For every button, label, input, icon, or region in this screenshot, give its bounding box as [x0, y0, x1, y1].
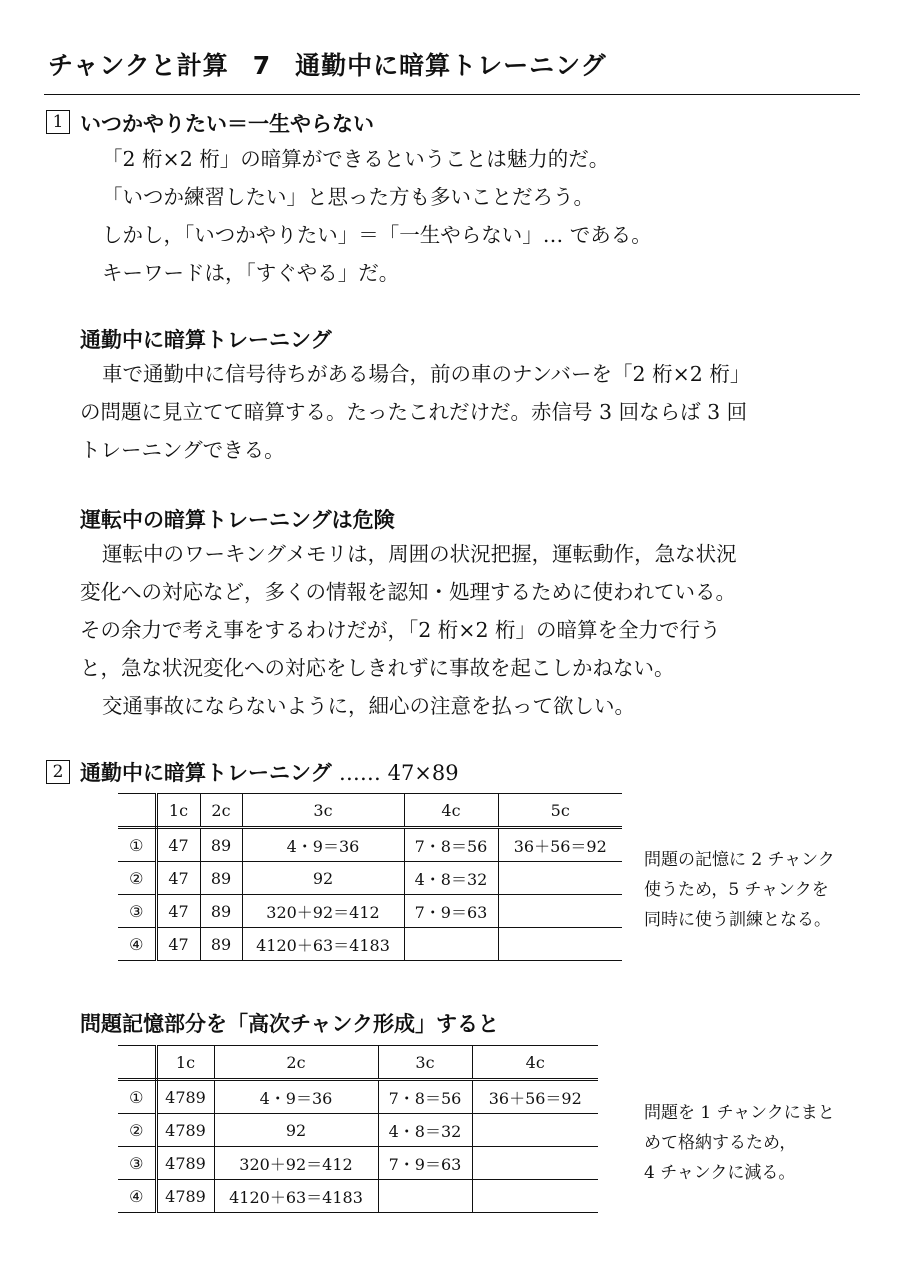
section-number-box: 2 — [46, 760, 70, 784]
table-row — [118, 928, 622, 961]
table-cell: 4789 — [156, 1114, 214, 1147]
table-cell: 92 — [214, 1114, 378, 1147]
table-header-row — [118, 794, 622, 828]
table-cell — [118, 1046, 156, 1080]
table-cell: 4789 — [156, 1180, 214, 1213]
table-cell: 4120＋63＝4183 — [242, 928, 404, 961]
table-cell: ① — [118, 828, 156, 862]
table-cell — [472, 1114, 598, 1147]
table-cell: 92 — [242, 862, 404, 895]
text-line: 「2 桁×2 桁」の暗算ができるということは魅力的だ。 — [102, 147, 610, 171]
table-cell: ② — [118, 1114, 156, 1147]
table-cell — [472, 1147, 598, 1180]
section-number-box: 1 — [46, 110, 70, 134]
table-cell — [404, 928, 498, 961]
table-cell: 7・8＝56 — [378, 1080, 472, 1114]
note-line: 同時に使う訓練となる。 — [644, 910, 831, 930]
table-cell: 4c — [472, 1046, 598, 1080]
table-cell — [498, 862, 622, 895]
table-cell: 1c — [156, 1046, 214, 1080]
title-part2: 通勤中に暗算トレーニング — [295, 51, 607, 80]
table-row — [118, 895, 622, 928]
note-line: めて格納するため， — [644, 1133, 797, 1153]
section2-heading-text: 通勤中に暗算トレーニング — [80, 761, 332, 785]
table-cell: 47 — [156, 828, 200, 862]
table-cell — [498, 928, 622, 961]
title-rule — [44, 94, 860, 95]
table-cell: 3c — [242, 794, 404, 828]
table-row — [118, 1114, 598, 1147]
table-row — [118, 828, 622, 862]
table-cell — [498, 895, 622, 928]
table-cell: 47 — [156, 928, 200, 961]
page-title — [48, 46, 607, 82]
table-cell: 320＋92＝412 — [214, 1147, 378, 1180]
table-row — [118, 1180, 598, 1213]
table-cell: 7・9＝63 — [404, 895, 498, 928]
note-line: 使うため，5 チャンクを — [644, 880, 829, 900]
table-row — [118, 1080, 598, 1114]
chunk-table-4c — [118, 1045, 598, 1213]
table-cell: 320＋92＝412 — [242, 895, 404, 928]
table-cell: 47 — [156, 862, 200, 895]
text-line: トレーニングできる。 — [80, 438, 285, 462]
table-cell: 89 — [200, 862, 242, 895]
table-cell: 89 — [200, 928, 242, 961]
text-line: の問題に見立てて暗算する。たったこれだけだ。赤信号 3 回ならば 3 回 — [80, 400, 748, 424]
subsection-heading: 運転中の暗算トレーニングは危険 — [80, 508, 395, 532]
table-cell: ③ — [118, 1147, 156, 1180]
text-line: しかし，「いつかやりたい」＝「一生やらない」… である。 — [102, 223, 652, 247]
table-cell: 4c — [404, 794, 498, 828]
table-cell: ③ — [118, 895, 156, 928]
table-cell: 2c — [200, 794, 242, 828]
sub2-paragraph — [80, 535, 860, 725]
table-cell: 7・9＝63 — [378, 1147, 472, 1180]
sub1-paragraph — [80, 355, 860, 469]
table-cell: 2c — [214, 1046, 378, 1080]
table-header-row — [118, 1046, 598, 1080]
table-cell: 4789 — [156, 1080, 214, 1114]
table-cell — [378, 1180, 472, 1213]
note-line: 4 チャンクに減る。 — [644, 1163, 796, 1183]
table-cell: 4・8＝32 — [404, 862, 498, 895]
text-line: その余力で考え事をするわけだが，「2 桁×2 桁」の暗算を全力で行う — [80, 618, 721, 642]
table-cell: ① — [118, 1080, 156, 1114]
chunk-table-5c — [118, 793, 622, 961]
note-line: 問題を 1 チャンクにまと — [644, 1103, 835, 1123]
table-cell: 1c — [156, 794, 200, 828]
note-line: 問題の記憶に 2 チャンク — [644, 850, 835, 870]
title-part1: チャンクと計算 — [48, 51, 229, 80]
table-cell: ④ — [118, 1180, 156, 1213]
text-line: 変化への対応など，多くの情報を認知・処理するために使われている。 — [80, 580, 736, 604]
table-cell: 4120＋63＝4183 — [214, 1180, 378, 1213]
table-cell — [472, 1180, 598, 1213]
side-note — [644, 845, 835, 935]
section-heading: いつかやりたい＝一生やらない — [80, 112, 374, 136]
table-cell: 47 — [156, 895, 200, 928]
subsection-heading: 通勤中に暗算トレーニング — [80, 328, 332, 352]
table-cell: 5c — [498, 794, 622, 828]
text-line: と，急な状況変化への対応をしきれずに事故を起こしかねない。 — [80, 656, 675, 680]
table-cell: 4・9＝36 — [242, 828, 404, 862]
section-heading: 問題記憶部分を「高次チャンク形成」すると — [80, 1012, 499, 1036]
table-cell: 36＋56＝92 — [472, 1080, 598, 1114]
table-cell — [118, 794, 156, 828]
table-cell: 7・8＝56 — [404, 828, 498, 862]
title-number: 7 — [252, 51, 272, 80]
text-line: 「いつか練習したい」と思った方も多いことだろう。 — [102, 185, 594, 209]
text-line: 運転中のワーキングメモリは，周囲の状況把握，運転動作，急な状況 — [102, 542, 737, 566]
table-cell: 3c — [378, 1046, 472, 1080]
table-cell: 89 — [200, 895, 242, 928]
text-line: キーワードは，「すぐやる」だ。 — [102, 261, 400, 285]
table-row — [118, 1147, 598, 1180]
table-cell: 36＋56＝92 — [498, 828, 622, 862]
text-line: 交通事故にならないように，細心の注意を払って欲しい。 — [102, 694, 635, 718]
table-cell: 4789 — [156, 1147, 214, 1180]
table-cell: ② — [118, 862, 156, 895]
table-cell: 4・8＝32 — [378, 1114, 472, 1147]
section-heading — [80, 757, 459, 787]
table-cell: 89 — [200, 828, 242, 862]
table-row — [118, 862, 622, 895]
side-note — [644, 1098, 835, 1188]
table-cell: ④ — [118, 928, 156, 961]
text-line: 車で通勤中に信号待ちがある場合，前の車のナンバーを「2 桁×2 桁」 — [102, 362, 751, 386]
table-cell: 4・9＝36 — [214, 1080, 378, 1114]
section2-heading-problem: …… 47×89 — [338, 761, 459, 785]
section1-paragraph — [80, 140, 860, 292]
